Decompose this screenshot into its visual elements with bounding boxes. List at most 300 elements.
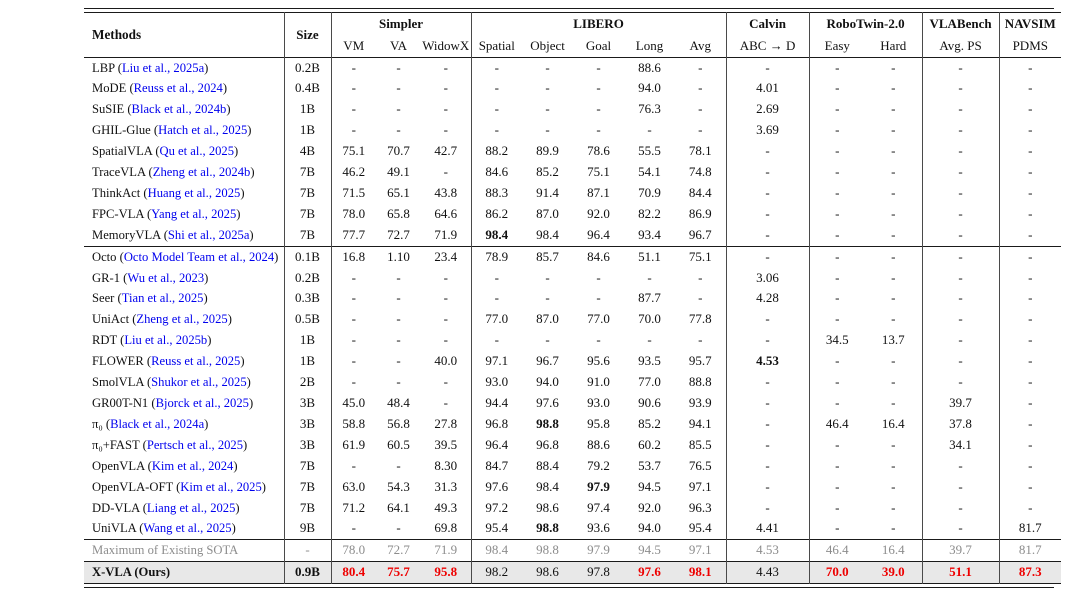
value-cell: - xyxy=(698,332,703,348)
value-cell: 98.6 xyxy=(536,499,559,515)
value-cell: - xyxy=(471,288,522,309)
method-name: TraceVLA xyxy=(92,165,146,180)
table-row xyxy=(84,162,1061,183)
value-cell: - xyxy=(331,78,376,99)
value-cell: 46.2 xyxy=(331,162,376,183)
method-cell: FPC-VLA (Yang et al., 2025) xyxy=(92,206,241,221)
method-cell: MemoryVLA (Shi et al., 2025a) xyxy=(92,227,254,242)
citation-link[interactable]: Tian et al., 2025 xyxy=(121,291,204,306)
value-cell: 64.6 xyxy=(434,205,458,221)
size-cell: - xyxy=(284,540,331,562)
value-cell: - xyxy=(726,141,809,162)
col-group-libero: LIBERO xyxy=(471,12,726,36)
value-cell: - xyxy=(922,78,999,99)
size-cell: 0.5B xyxy=(284,309,331,330)
value-cell: - xyxy=(545,122,550,138)
value-cell: - xyxy=(726,414,809,435)
value-cell: 40.0 xyxy=(434,353,458,369)
value-cell: - xyxy=(331,309,376,330)
value-cell: - xyxy=(809,99,865,120)
value-cell: - xyxy=(891,457,896,473)
value-cell: 85.2 xyxy=(536,164,559,180)
value-cell: 84.7 xyxy=(471,456,522,477)
citation-link[interactable]: Wang et al., 2025 xyxy=(143,521,232,536)
value-cell: 42.7 xyxy=(434,143,458,159)
value-cell: 78.0 xyxy=(331,540,376,562)
value-cell: - xyxy=(922,99,999,120)
method-cell: SuSIE (Black et al., 2024b) xyxy=(92,102,231,117)
value-cell: - xyxy=(471,78,522,99)
method-name: LBP xyxy=(92,60,115,75)
value-cell: 51.1 xyxy=(638,248,661,264)
value-cell: 94.0 xyxy=(536,374,559,390)
col-header-pdms: PDMS xyxy=(999,36,1061,58)
value-cell: - xyxy=(596,269,601,285)
value-cell: 87.7 xyxy=(638,290,661,306)
method-name: FPC-VLA xyxy=(92,206,144,221)
value-cell: 43.8 xyxy=(434,184,458,200)
method-cell: π₀ (Black et al., 2024a) xyxy=(92,416,209,431)
method-name: Seer xyxy=(92,291,115,306)
citation-link[interactable]: Kim et al., 2024 xyxy=(151,458,234,473)
method-cell: MoDE (Reuss et al., 2024) xyxy=(92,81,228,96)
value-cell: - xyxy=(698,80,703,96)
table-row xyxy=(84,309,1061,330)
col-header-long: Long xyxy=(635,38,664,53)
citation-link[interactable]: Bjorck et al., 2025 xyxy=(155,396,249,410)
value-cell: - xyxy=(891,269,896,285)
value-cell: - xyxy=(545,269,550,285)
value-cell: - xyxy=(999,246,1061,267)
value-cell: - xyxy=(999,225,1061,246)
value-cell: 72.7 xyxy=(387,542,410,558)
value-cell: - xyxy=(891,395,896,410)
method-cell: GR-1 (Wu et al., 2023) xyxy=(92,270,209,285)
table-row xyxy=(84,268,1061,289)
method-cell: UniVLA (Wang et al., 2025) xyxy=(92,521,236,536)
value-cell: - xyxy=(545,59,550,75)
citation-link[interactable]: Huang et al., 2025 xyxy=(147,185,241,200)
benchmark-results-table-wrap xyxy=(84,8,1054,588)
method-name: π₀ xyxy=(92,416,103,431)
value-cell: 95.8 xyxy=(587,415,610,431)
value-cell: 58.8 xyxy=(331,414,376,435)
citation-link[interactable]: Wu et al., 2023 xyxy=(127,270,205,285)
col-header-vm: VM xyxy=(331,36,376,58)
value-cell: - xyxy=(999,456,1061,477)
value-cell: - xyxy=(891,436,896,452)
value-cell: 71.9 xyxy=(434,226,458,242)
size-cell: 7B xyxy=(284,477,331,498)
value-cell: 3.06 xyxy=(726,268,809,289)
col-header-avg: Avg xyxy=(689,38,711,53)
value-cell: 94.0 xyxy=(638,520,661,536)
value-cell: 75.1 xyxy=(331,141,376,162)
table-row xyxy=(84,540,1061,562)
value-cell: - xyxy=(922,120,999,141)
method-name: SuSIE xyxy=(92,102,125,117)
size-cell: 2B xyxy=(284,372,331,393)
value-cell: 91.0 xyxy=(587,374,610,390)
citation-link[interactable]: Black et al., 2024a xyxy=(110,416,205,431)
value-cell: 93.0 xyxy=(471,372,522,393)
value-cell: 93.6 xyxy=(587,520,610,536)
col-group-simpler: Simpler xyxy=(331,12,471,36)
value-cell: 4.41 xyxy=(726,518,809,539)
value-cell: 88.3 xyxy=(471,183,522,204)
citation-link[interactable]: Zheng et al., 2024b xyxy=(152,165,251,180)
value-cell: - xyxy=(999,99,1061,120)
value-cell: 92.0 xyxy=(587,205,610,221)
value-cell: 56.8 xyxy=(387,415,410,431)
value-cell: 53.7 xyxy=(638,457,661,473)
value-cell: - xyxy=(331,330,376,351)
method-name: DD-VLA xyxy=(92,500,140,515)
value-cell: - xyxy=(396,269,401,285)
method-cell: Octo (Octo Model Team et al., 2024) xyxy=(92,249,279,264)
method-name: SpatialVLA xyxy=(92,144,153,159)
value-cell: 39.7 xyxy=(922,540,999,562)
value-cell: - xyxy=(809,162,865,183)
value-cell: 64.1 xyxy=(387,499,410,515)
col-header-spatial: Spatial xyxy=(471,36,522,58)
value-cell: 96.3 xyxy=(688,499,712,515)
value-cell: 98.8 xyxy=(536,415,559,431)
value-cell: - xyxy=(891,101,896,117)
value-cell: - xyxy=(443,395,448,410)
value-cell: - xyxy=(922,57,999,78)
value-cell: - xyxy=(331,120,376,141)
value-cell: 75.7 xyxy=(376,562,421,584)
method-name: GR00T-N1 xyxy=(92,396,149,410)
value-cell: - xyxy=(891,226,896,242)
value-cell: 92.0 xyxy=(638,499,661,515)
value-cell: - xyxy=(999,351,1061,372)
table-row xyxy=(84,120,1061,141)
value-cell: - xyxy=(443,101,448,117)
col-header-va: VA xyxy=(389,38,408,53)
value-cell: 87.3 xyxy=(999,562,1061,584)
value-cell: 8.30 xyxy=(434,457,458,473)
table-row xyxy=(84,518,1061,539)
table-row xyxy=(84,246,1061,267)
value-cell: 95.6 xyxy=(587,353,610,369)
value-cell: - xyxy=(471,57,522,78)
value-cell: - xyxy=(726,162,809,183)
value-cell: 97.9 xyxy=(587,478,610,494)
table-row xyxy=(84,183,1061,204)
citation-link[interactable]: Qu et al., 2025 xyxy=(159,144,235,159)
value-cell: - xyxy=(891,290,896,306)
benchmark-results-table xyxy=(84,12,1061,585)
value-cell: 96.7 xyxy=(688,226,712,242)
method-name: UniVLA xyxy=(92,521,137,536)
method-name: UniAct xyxy=(92,312,130,327)
value-cell: - xyxy=(922,372,999,393)
value-cell: - xyxy=(726,57,809,78)
value-cell: 89.9 xyxy=(536,143,559,159)
value-cell: 71.9 xyxy=(434,542,458,558)
value-cell: - xyxy=(471,330,522,351)
value-cell: - xyxy=(922,141,999,162)
method-cell: DD-VLA (Liang et al., 2025) xyxy=(92,500,240,515)
value-cell: - xyxy=(999,477,1061,498)
value-cell: 16.4 xyxy=(881,415,905,431)
value-cell: 97.2 xyxy=(471,498,522,519)
value-cell: - xyxy=(809,288,865,309)
value-cell: - xyxy=(809,372,865,393)
size-cell: 9B xyxy=(284,518,331,539)
value-cell: - xyxy=(545,290,550,306)
value-cell: - xyxy=(809,57,865,78)
value-cell: - xyxy=(396,332,401,348)
method-name: MemoryVLA xyxy=(92,227,161,242)
value-cell: 54.3 xyxy=(387,478,410,494)
table-row xyxy=(84,562,1061,584)
value-cell: 93.0 xyxy=(587,395,610,410)
value-cell: 86.2 xyxy=(471,204,522,225)
value-cell: 85.7 xyxy=(536,248,559,264)
value-cell: - xyxy=(922,162,999,183)
value-cell: 69.8 xyxy=(434,520,458,536)
col-group-vlabench: VLABench xyxy=(922,12,999,36)
col-header-hard: Hard xyxy=(880,38,907,53)
value-cell: - xyxy=(809,456,865,477)
value-cell: - xyxy=(891,520,896,536)
value-cell: - xyxy=(331,288,376,309)
value-cell: - xyxy=(396,80,401,96)
table-header xyxy=(84,12,1061,57)
col-header-size: Size xyxy=(284,12,331,57)
value-cell: 88.6 xyxy=(638,59,661,75)
value-cell: - xyxy=(809,78,865,99)
value-cell: - xyxy=(596,332,601,348)
value-cell: 96.8 xyxy=(536,436,559,452)
citation-link[interactable]: Liu et al., 2025a xyxy=(121,60,205,75)
method-cell: GR00T-N1 (Bjorck et al., 2025) xyxy=(92,396,254,410)
value-cell: - xyxy=(999,435,1061,456)
citation-link[interactable]: Shi et al., 2025a xyxy=(167,227,250,242)
value-cell: - xyxy=(545,101,550,117)
table-row xyxy=(84,99,1061,120)
value-cell: 93.9 xyxy=(688,395,712,410)
value-cell: - xyxy=(545,332,550,348)
value-cell: 85.2 xyxy=(638,415,661,431)
value-cell: - xyxy=(891,311,896,327)
value-cell: 2.69 xyxy=(726,99,809,120)
value-cell: - xyxy=(809,518,865,539)
value-cell: 51.1 xyxy=(922,562,999,584)
value-cell: - xyxy=(596,290,601,306)
value-cell: - xyxy=(647,332,652,348)
value-cell: - xyxy=(891,248,896,264)
value-cell: - xyxy=(396,59,401,75)
table-row xyxy=(84,393,1061,414)
value-cell: - xyxy=(891,353,896,369)
table-row xyxy=(84,225,1061,246)
value-cell: 48.4 xyxy=(387,395,410,410)
value-cell: - xyxy=(999,498,1061,519)
value-cell: - xyxy=(396,101,401,117)
value-cell: 84.6 xyxy=(471,162,522,183)
citation-link[interactable]: Hatch et al., 2025 xyxy=(158,123,248,138)
value-cell: 77.0 xyxy=(638,374,661,390)
value-cell: - xyxy=(726,225,809,246)
value-cell: - xyxy=(809,309,865,330)
citation-link[interactable]: Octo Model Team et al., 2024 xyxy=(123,249,275,264)
value-cell: - xyxy=(596,122,601,138)
size-cell: 0.2B xyxy=(284,57,331,78)
citation-link[interactable]: Reuss et al., 2024 xyxy=(133,81,223,96)
value-cell: - xyxy=(396,457,401,473)
value-cell: - xyxy=(809,498,865,519)
value-cell: 98.8 xyxy=(536,542,559,558)
value-cell: 87.0 xyxy=(536,205,559,221)
value-cell: - xyxy=(891,122,896,138)
value-cell: - xyxy=(596,80,601,96)
citation-link[interactable]: Liang et al., 2025 xyxy=(146,500,236,515)
value-cell: - xyxy=(922,477,999,498)
value-cell: 61.9 xyxy=(331,435,376,456)
value-cell: - xyxy=(809,183,865,204)
value-cell: 27.8 xyxy=(434,415,458,431)
citation-link[interactable]: Black et al., 2024b xyxy=(131,102,227,117)
value-cell: - xyxy=(999,183,1061,204)
size-cell: 1B xyxy=(284,99,331,120)
value-cell: 71.2 xyxy=(331,498,376,519)
value-cell: 76.5 xyxy=(688,457,712,473)
citation-link[interactable]: Liu et al., 2025b xyxy=(124,333,208,348)
method-cell: FLOWER (Reuss et al., 2025) xyxy=(92,354,245,369)
method-cell: TraceVLA (Zheng et al., 2024b) xyxy=(92,165,255,180)
value-cell: 98.4 xyxy=(536,478,559,494)
value-cell: - xyxy=(698,101,703,117)
citation-link[interactable]: Reuss et al., 2025 xyxy=(151,354,241,369)
value-cell: 77.0 xyxy=(471,309,522,330)
value-cell: - xyxy=(922,183,999,204)
value-cell: 55.5 xyxy=(638,143,661,159)
value-cell: - xyxy=(809,268,865,289)
value-cell: 97.6 xyxy=(624,562,675,584)
value-cell: 88.8 xyxy=(688,374,712,390)
value-cell: - xyxy=(809,204,865,225)
value-cell: 98.2 xyxy=(471,562,522,584)
value-cell: - xyxy=(331,99,376,120)
table-row xyxy=(84,477,1061,498)
value-cell: 75.1 xyxy=(587,164,610,180)
method-name: X-VLA (Ours) xyxy=(92,565,171,580)
value-cell: - xyxy=(922,246,999,267)
col-header-methods: Methods xyxy=(92,26,142,42)
value-cell: - xyxy=(999,141,1061,162)
value-cell: 84.4 xyxy=(688,184,712,200)
size-cell: 7B xyxy=(284,204,331,225)
citation-link[interactable]: Yang et al., 2025 xyxy=(151,206,237,221)
value-cell: 95.8 xyxy=(421,562,471,584)
value-cell: 93.4 xyxy=(638,226,661,242)
table-row xyxy=(84,435,1061,456)
value-cell: - xyxy=(891,205,896,221)
value-cell: - xyxy=(809,246,865,267)
value-cell: 37.8 xyxy=(922,414,999,435)
value-cell: - xyxy=(999,330,1061,351)
size-cell: 1B xyxy=(284,120,331,141)
value-cell: - xyxy=(396,290,401,306)
value-cell: - xyxy=(596,101,601,117)
value-cell: - xyxy=(545,80,550,96)
value-cell: - xyxy=(596,59,601,75)
value-cell: - xyxy=(891,59,896,75)
method-name: RDT xyxy=(92,333,117,348)
method-cell: π₀+FAST (Pertsch et al., 2025) xyxy=(92,437,248,452)
value-cell: - xyxy=(999,288,1061,309)
value-cell: 81.7 xyxy=(999,540,1061,562)
value-cell: - xyxy=(726,456,809,477)
value-cell: 63.0 xyxy=(331,477,376,498)
value-cell: - xyxy=(471,120,522,141)
value-cell: 13.7 xyxy=(881,332,905,348)
table-row xyxy=(84,141,1061,162)
value-cell: - xyxy=(726,498,809,519)
value-cell: - xyxy=(999,204,1061,225)
value-cell: 96.4 xyxy=(471,435,522,456)
value-cell: - xyxy=(999,309,1061,330)
value-cell: 88.4 xyxy=(536,457,559,473)
value-cell: 87.0 xyxy=(536,311,559,327)
value-cell: 34.1 xyxy=(922,435,999,456)
table-row xyxy=(84,456,1061,477)
citation-link[interactable]: Zheng et al., 2025 xyxy=(136,312,228,327)
value-cell: - xyxy=(647,269,652,285)
size-cell: 1B xyxy=(284,330,331,351)
citation-link[interactable]: Pertsch et al., 2025 xyxy=(146,437,244,452)
table-row xyxy=(84,78,1061,99)
citation-link[interactable]: Shukor et al., 2025 xyxy=(151,375,247,390)
value-cell: 4.53 xyxy=(726,540,809,562)
value-cell: - xyxy=(443,122,448,138)
value-cell: - xyxy=(331,372,376,393)
value-cell: 98.4 xyxy=(536,226,559,242)
value-cell: - xyxy=(443,311,448,327)
value-cell: 46.4 xyxy=(809,414,865,435)
method-cell: GHIL-Glue (Hatch et al., 2025) xyxy=(92,123,252,138)
method-cell: UniAct (Zheng et al., 2025) xyxy=(92,312,232,327)
value-cell: 84.6 xyxy=(587,248,610,264)
value-cell: 98.8 xyxy=(536,520,559,536)
value-cell: 88.2 xyxy=(471,141,522,162)
citation-link[interactable]: Kim et al., 2025 xyxy=(180,479,262,494)
value-cell: 65.8 xyxy=(387,205,410,221)
value-cell: - xyxy=(891,164,896,180)
value-cell: - xyxy=(726,246,809,267)
value-cell: - xyxy=(809,477,865,498)
size-cell: 0.2B xyxy=(284,268,331,289)
value-cell: 23.4 xyxy=(434,248,458,264)
value-cell: - xyxy=(999,268,1061,289)
method-name: Maximum of Existing SOTA xyxy=(92,543,239,558)
value-cell: - xyxy=(443,269,448,285)
value-cell: 74.8 xyxy=(688,164,712,180)
value-cell: - xyxy=(999,120,1061,141)
size-cell: 7B xyxy=(284,498,331,519)
value-cell: - xyxy=(891,184,896,200)
value-cell: - xyxy=(922,456,999,477)
value-cell: 97.4 xyxy=(587,499,610,515)
col-header-abc-d: ABC → D xyxy=(726,36,809,58)
value-cell: - xyxy=(698,290,703,306)
value-cell: 87.1 xyxy=(587,184,610,200)
value-cell: - xyxy=(443,290,448,306)
